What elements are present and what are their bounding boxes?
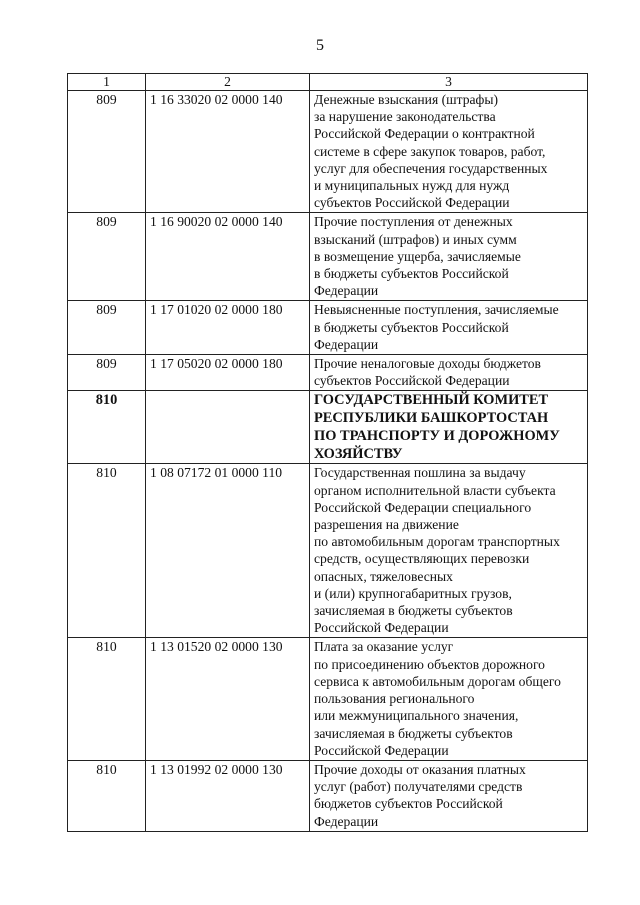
table-row (68, 213, 588, 301)
revenue-code-cell: 1 17 01020 02 0000 180 (146, 301, 310, 355)
table-header-row (68, 74, 588, 91)
table-row (68, 760, 588, 831)
admin-code-cell: 809 (68, 213, 146, 301)
table-row (68, 91, 588, 213)
revenue-name-cell: Прочие доходы от оказания платных услуг (работ) получателями средств бюджетов субъектов Российской Федерации (310, 760, 588, 831)
revenue-name-cell: Прочие неналоговые доходы бюджетов субъектов Российской Федерации (310, 355, 588, 391)
table-row (68, 638, 588, 760)
column-header-3: 3 (310, 74, 588, 91)
revenue-code-cell: 1 17 05020 02 0000 180 (146, 355, 310, 391)
revenue-codes-table (67, 73, 588, 832)
table-row-section-heading (68, 391, 588, 464)
admin-code-cell: 810 (68, 638, 146, 760)
admin-code-cell: 809 (68, 301, 146, 355)
admin-code-cell: 810 (68, 391, 146, 464)
column-header-2: 2 (146, 74, 310, 91)
revenue-name-cell: Государственная пошлина за выдачу органом исполнительной власти субъекта Российской Федерации специального разрешения на движение по автомобильным дорогам транспортных средств, осуществляющих перевозки опасных, тяжеловесных и (или) крупногабаритных грузов, зачисляемая в бюджеты субъектов Российской Федерации (310, 464, 588, 638)
revenue-name-cell: Денежные взыскания (штрафы) за нарушение законодательства Российской Федерации о контрактной системе в сфере закупок товаров, работ, услуг для обеспечения государственных и муниципальных нужд для нужд субъектов Российской Федерации (310, 91, 588, 213)
revenue-code-cell: 1 13 01992 02 0000 130 (146, 760, 310, 831)
revenue-name-cell: Невыясненные поступления, зачисляемые в бюджеты субъектов Российской Федерации (310, 301, 588, 355)
revenue-code-cell (146, 391, 310, 464)
revenue-code-cell: 1 13 01520 02 0000 130 (146, 638, 310, 760)
revenue-code-cell: 1 16 33020 02 0000 140 (146, 91, 310, 213)
revenue-code-cell: 1 16 90020 02 0000 140 (146, 213, 310, 301)
administrator-name-cell: ГОСУДАРСТВЕННЫЙ КОМИТЕТ РЕСПУБЛИКИ БАШКОРТОСТАН ПО ТРАНСПОРТУ И ДОРОЖНОМУ ХОЗЯЙСТВУ (310, 391, 588, 464)
revenue-name-cell: Прочие поступления от денежных взысканий (штрафов) и иных сумм в возмещение ущерба, зачисляемые в бюджеты субъектов Российской Федерации (310, 213, 588, 301)
admin-code-cell: 810 (68, 464, 146, 638)
revenue-name-cell: Плата за оказание услуг по присоединению объектов дорожного сервиса к автомобильным дорогам общего пользования регионального или межмуниципального значения, зачисляемая в бюджеты субъектов Российской Федерации (310, 638, 588, 760)
table-row (68, 464, 588, 638)
revenue-code-cell: 1 08 07172 01 0000 110 (146, 464, 310, 638)
admin-code-cell: 809 (68, 91, 146, 213)
table-row (68, 301, 588, 355)
admin-code-cell: 809 (68, 355, 146, 391)
page-number: 5 (316, 37, 324, 54)
column-header-1: 1 (68, 74, 146, 91)
table-row (68, 355, 588, 391)
admin-code-cell: 810 (68, 760, 146, 831)
